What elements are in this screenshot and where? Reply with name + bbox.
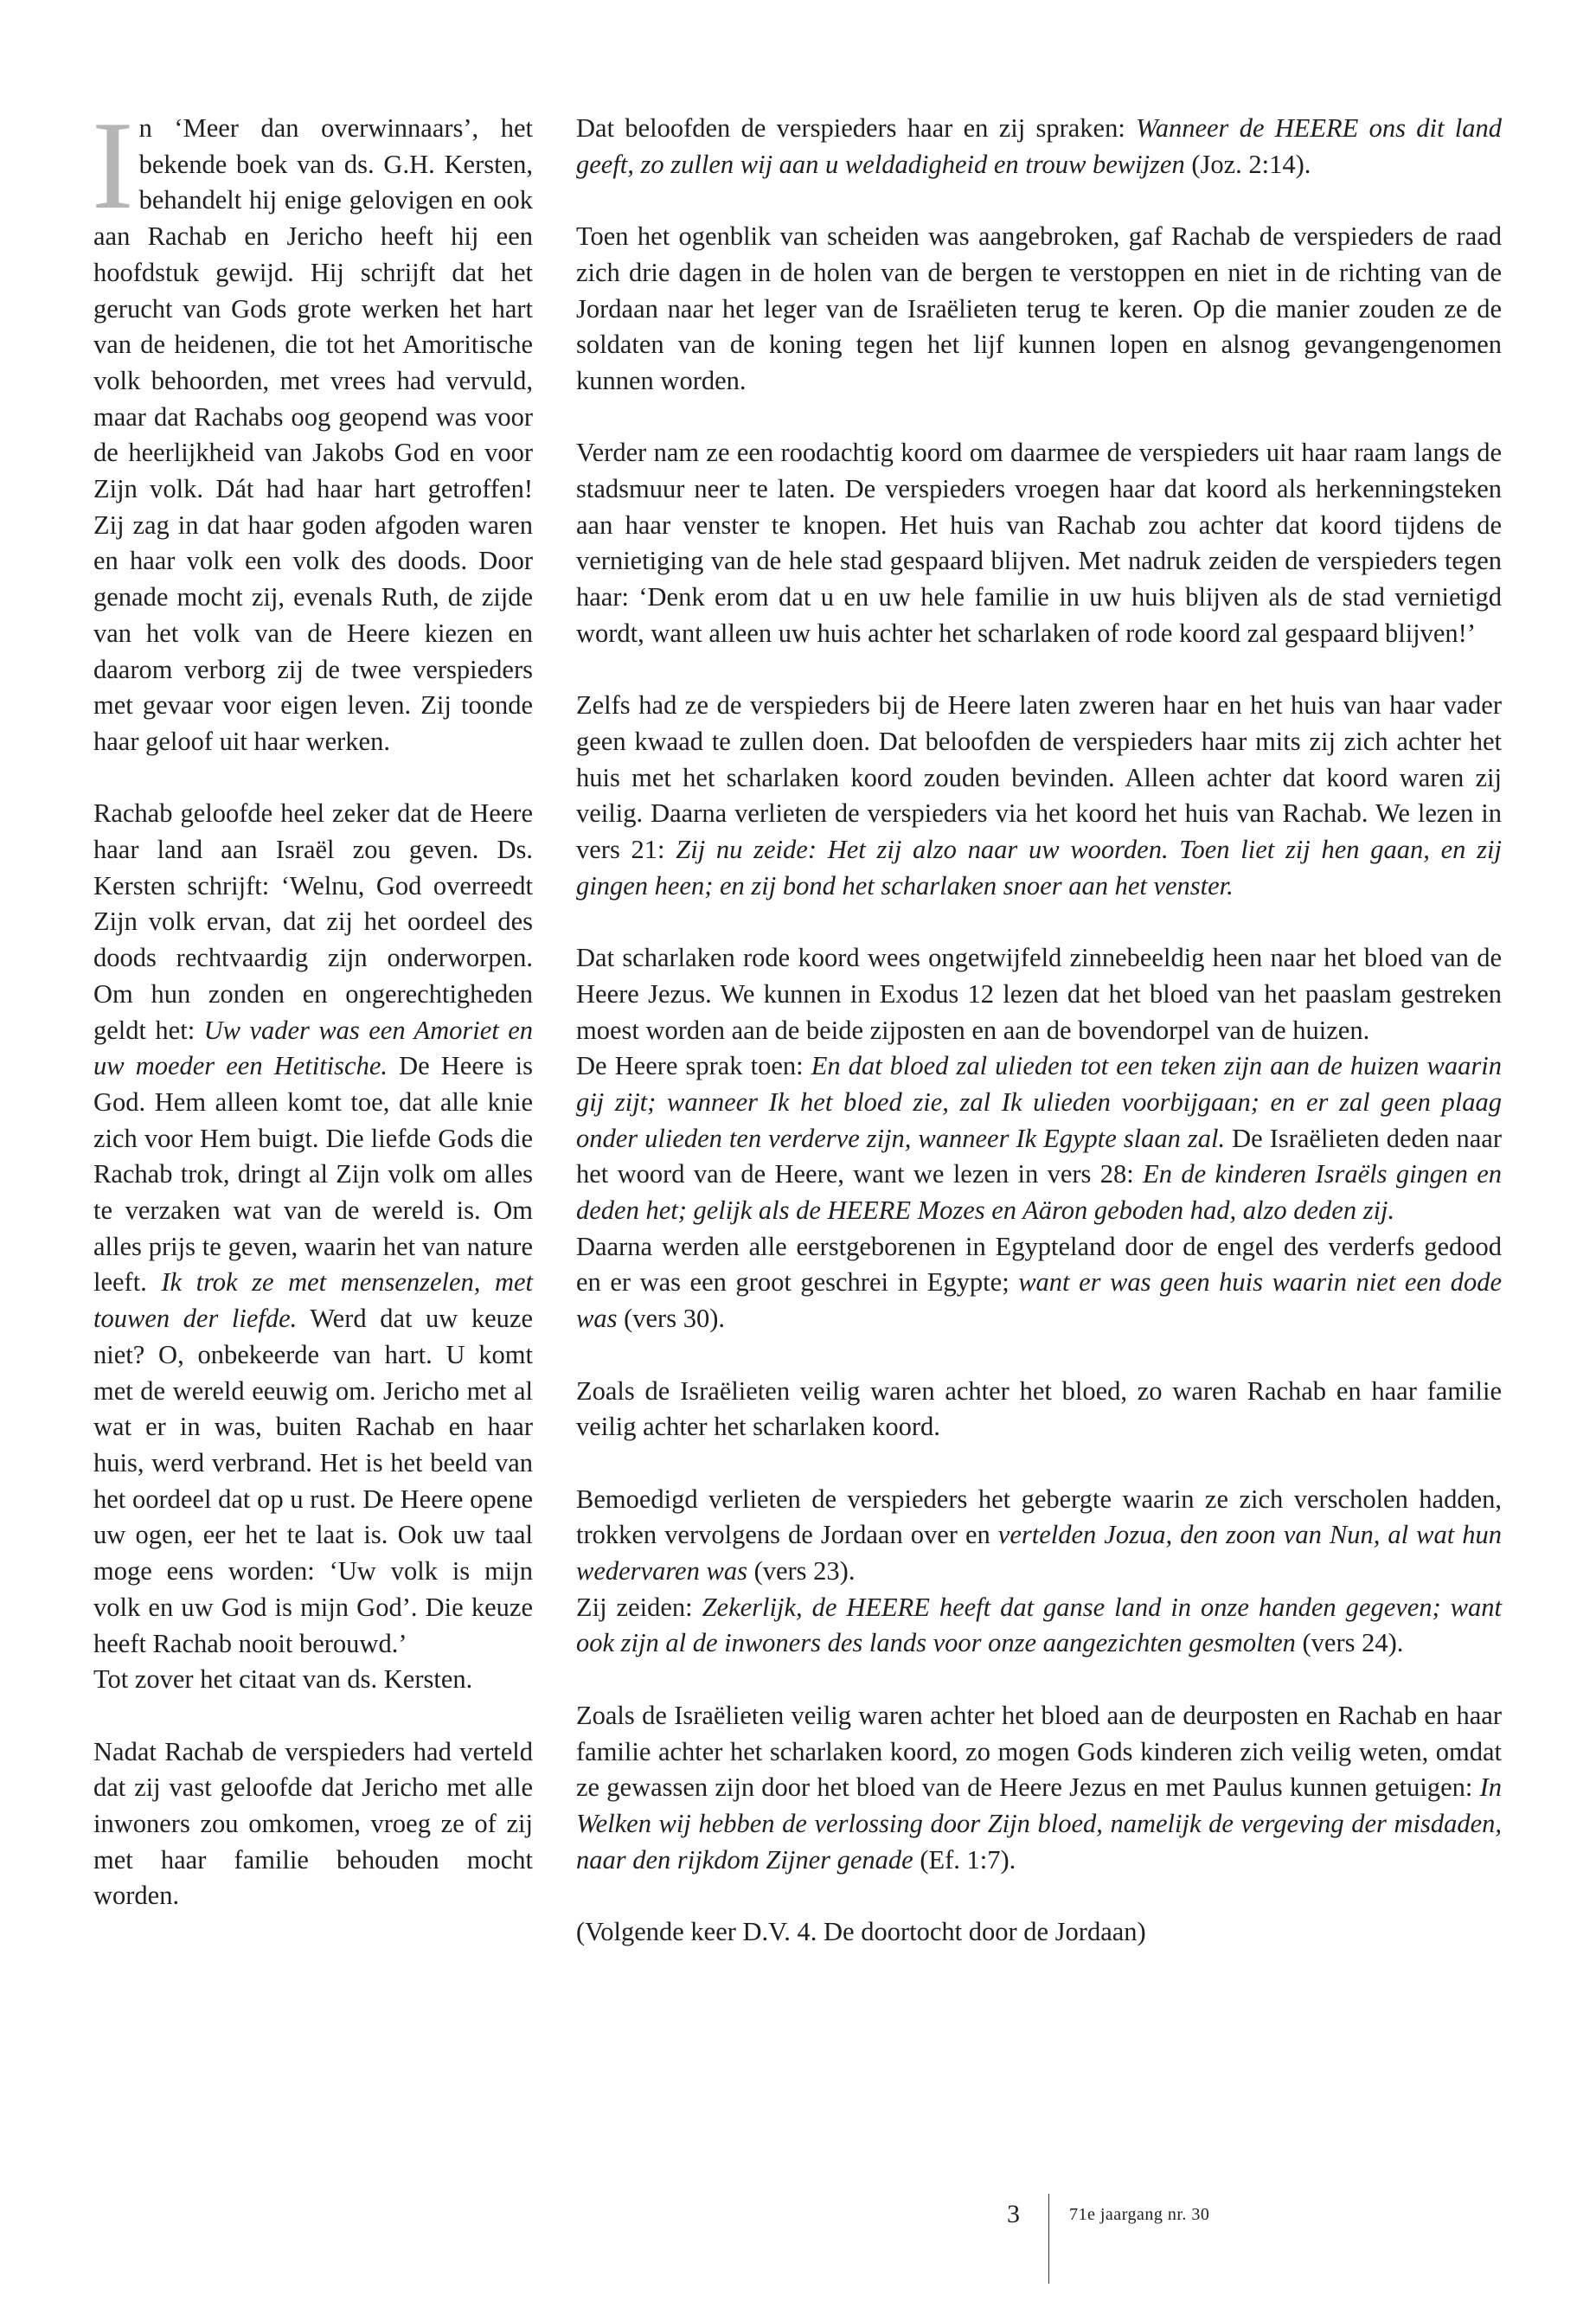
text-run: (vers 23). (747, 1556, 856, 1586)
paragraph-safe-behind-blood: Zoals de Israëlieten veilig waren achter het bloed, zo waren Rachab en haar familie veilig achter het scharlaken koord. (576, 1375, 1502, 1442)
scripture-quote: Zekerlijk, de HEERE heeft dat ganse land in onze handen gegeven; want ook zijn al de inwoners des lands voor onze aangezichten gesmolten (576, 1592, 1502, 1658)
right-column (576, 111, 1502, 1986)
text-run: Daarna werden alle eerstgeborenen in Egypteland door de engel des verderfs gedood en er was een groot geschrei in Egypte; (576, 1231, 1502, 1298)
scripture-quote: Uw vader was een Amoriet en uw moeder een Hetitische. (93, 1015, 533, 1081)
paragraph-symbol: Dat scharlaken rode koord wees ongetwijfeld zinnebeeldig heen naar het bloed van de Heere Jezus. We kunnen in Exodus 12 lezen dat het bloed van het paaslam gestreken moest worden aan de beide zijposten en aan de bovendorpel van de huizen. (576, 943, 1502, 1045)
paragraph-promise (576, 111, 1502, 183)
paragraph-cord: Verder nam ze een roodachtig koord om daarmee de verspieders uit haar raam langs de stadsmuur neer te laten. De verspieders vroegen haar dat koord als herkenningsteken aan haar venster te knopen. Het huis van Rachab zou achter dat koord tijdens de vernietiging van de hele stad gespaard blijven. Met nadruk zeiden de verspieders tegen haar: ‘Denk erom dat u en uw hele familie in uw huis blijven als de stad vernietigd wordt, want alleen uw huis achter het scharlaken of rode koord zal gespaard blijven!’ (576, 438, 1502, 648)
drop-cap: I (92, 95, 134, 235)
scripture-quote: want er was geen huis waarin niet een dode was (576, 1267, 1502, 1334)
paragraph-firstborn (576, 1229, 1502, 1337)
scripture-quote: In Welken wij hebben de verlossing door Zijn bloed, namelijk de vergeving der misdaden, naar den rijkdom Zijner genade (576, 1772, 1502, 1875)
paragraph-end-citation: Tot zover het citaat van ds. Kersten. (93, 1664, 473, 1695)
page-number: 3 (1007, 2200, 1020, 2228)
paragraph-spies-report (576, 1590, 1502, 1662)
text-run: Zelfs had ze de verspieders bij de Heere laten zweren haar en het huis van haar vader geen kwaad te zullen doen. Dat beloofden de verspieders haar mits zij zich achter het huis met het scharlaken koord zouden bevinden. Alleen achter dat koord waren zij veilig. Daarna verlieten de verspieders via het koord het huis van Rachab. We lezen in vers 21: (576, 690, 1502, 865)
text-run: Dat beloofden de verspieders haar en zij spraken: (576, 113, 1137, 143)
scripture-quote: Wanneer de HEERE ons dit land geeft, zo zullen wij aan u weldadigheid en trouw bewijzen (576, 113, 1502, 179)
paragraph-intro (92, 95, 533, 760)
scripture-quote: En de kinderen Israëls gingen en deden het; gelijk als de HEERE Mozes en Aäron geboden had, alzo deden zij. (576, 1159, 1502, 1226)
text-run: Zoals de Israëlieten veilig waren achter het bloed aan de deurposten en Rachab en haar familie achter het scharlaken koord, zo mogen Gods kinderen zich veilig weten, omdat ze gewassen zijn door het bloed van de Heere Jezus en met Paulus kunnen getuigen: (576, 1700, 1502, 1803)
text-run: (Joz. 2:14). (1184, 149, 1311, 179)
text-run: De Heere sprak toen: (576, 1051, 811, 1081)
left-column (92, 95, 534, 1951)
text-run: Bemoedigd verlieten de verspieders het gebergte waarin ze zich verscholen hadden, trokken vervolgens de Jordaan over en (576, 1484, 1502, 1550)
paragraph-oath (576, 688, 1502, 904)
text-run: (vers 24). (1295, 1628, 1404, 1658)
scripture-quote: vertelden Jozua, den zoon van Nun, al wat hun wedervaren was (576, 1520, 1502, 1586)
text-run: (Ef. 1:7). (913, 1844, 1016, 1875)
paragraph-next-episode: (Volgende keer D.V. 4. De doortocht door de Jordaan) (576, 1917, 1146, 1947)
text-run: (vers 30). (617, 1304, 725, 1334)
scripture-quote: En dat bloed zal ulieden tot een teken zijn aan de huizen waarin gij zijt; wanneer Ik het bloed zie, zal Ik ulieden voorbijgaan; en er zal geen plaag onder ulieden ten verderve zijn, wanneer Ik Egypte slaan zal. (576, 1051, 1502, 1153)
footer-divider (1048, 2194, 1049, 2284)
issue-info: 71e jaargang nr. 30 (1069, 2205, 1210, 2224)
scripture-quote: Zij nu zeide: Het zij alzo naar uw woorden. Toen liet zij hen gaan, en zij gingen heen; en zij bond het scharlaken snoer aan het venster. (576, 835, 1502, 901)
text-run: De Israëlieten deden naar het woord van de Heere, want we lezen in vers 28: (576, 1123, 1503, 1189)
text-run: De Heere is God. Hem alleen komt toe, dat alle knie zich voor Hem buigt. Die liefde Gods die Rachab trok, dringt al Zijn volk om alles te verzaken wat van de wereld is. Om alles prijs te geven, waarin het van nature leeft. (93, 1051, 533, 1298)
scripture-quote: Ik trok ze met mensenzelen, met touwen der liefde. (93, 1267, 534, 1334)
paragraph-spies-return (576, 1482, 1502, 1590)
paragraph-departure: Toen het ogenblik van scheiden was aangebroken, gaf Rachab de verspieders de raad zich drie dagen in de holen van de bergen te verstoppen en niet in de richting van de Jordaan naar het leger van de Israëlieten terug te keren. Op die manier zouden ze de soldaten van de koning tegen het lijf kunnen lopen en alsnog gevangengenomen kunnen worden. (576, 221, 1502, 395)
text-run: Werd dat uw keuze niet? O, onbekeerde van hart. U komt met de wereld eeuwig om. Jericho met al wat er in was, buiten Rachab en haar huis, werd verbrand. Het is het beeld van het oordeel dat op u rust. De Heere opene uw ogen, eer het te laat is. Ook uw taal moge eens worden: ‘Uw volk is mijn volk en uw God is mijn God’. Die keuze heeft Rachab nooit berouwd.’ (93, 1304, 533, 1658)
paragraph-intro-text: n ‘Meer dan overwinnaars’, het bekende boek van ds. G.H. Kersten, behandelt hij enige gelovigen en ook aan Rachab en Jericho heeft hij een hoofdstuk gewijd. Hij schrijft dat het gerucht van Gods grote werken het hart van de heidenen, die tot het Amoritische volk behoorden, met vrees had vervuld, maar dat Rachabs oog geopend was voor de heerlijkheid van Jakobs God en voor Zijn volk. Dát had haar hart getroffen! Zij zag in dat haar goden afgoden waren en haar volk een volk des doods. Door genade mocht zij, evenals Ruth, de zijde van het volk van de Heere kiezen en daarom verborg zij de twee verspieders met gevaar voor eigen leven. Zij toonde haar geloof uit haar werken. (93, 113, 533, 756)
paragraph-passover (576, 1048, 1502, 1229)
paragraph-kersten-quote (93, 796, 533, 1662)
paragraph-conclusion (576, 1698, 1502, 1879)
paragraph-rachab-request: Nadat Rachab de verspieders had verteld dat zij vast geloofde dat Jericho met alle inwoners zou omkomen, vroeg ze of zij met haar familie behouden mocht worden. (93, 1736, 533, 1911)
text-run: Zij zeiden: (576, 1592, 702, 1622)
text-run: Rachab geloofde heel zeker dat de Heere haar land aan Israël zou geven. Ds. Kersten schrijft: ‘Welnu, God overreedt Zijn volk ervan, dat zij het oordeel des doods rechtvaardig zijn onderworpen. Om hun zonden en ongerechtigheden geldt het: (93, 798, 533, 1045)
